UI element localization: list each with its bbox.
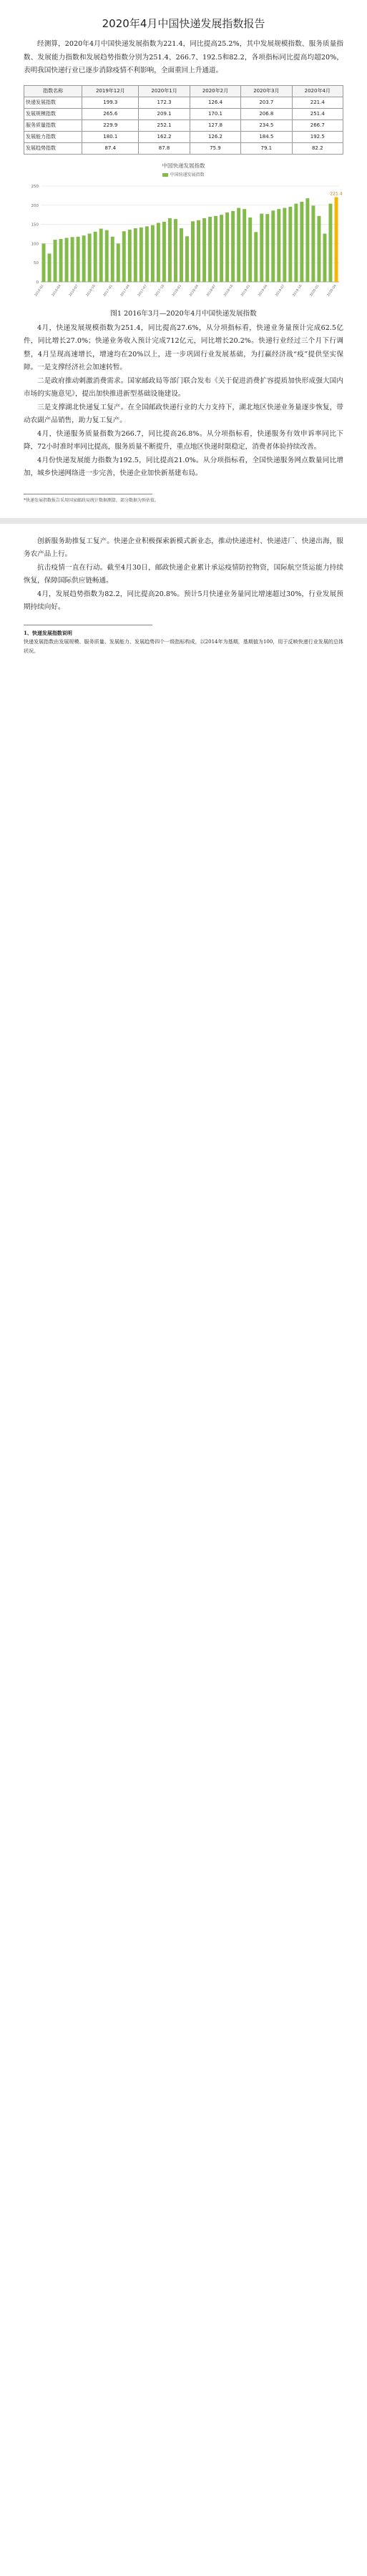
bar [243, 209, 246, 282]
bar [151, 225, 155, 281]
table-cell: 170.1 [190, 108, 240, 119]
page-title: 2020年4月中国快递发展指数报告 [102, 17, 265, 30]
bar [59, 238, 63, 281]
table-cell: 126.2 [190, 131, 240, 142]
table-cell: 79.1 [241, 142, 292, 154]
table-cell: 221.4 [292, 97, 343, 108]
bar [317, 215, 320, 281]
y-tick-label: 200 [31, 203, 39, 208]
bar [145, 226, 149, 282]
table-row [24, 108, 343, 119]
table-header-row [24, 85, 343, 97]
notes-section [24, 628, 343, 656]
x-tick-label: 2016-01 [34, 283, 45, 298]
bar [208, 216, 212, 281]
bar [174, 219, 177, 282]
bar [168, 218, 172, 282]
bar [117, 243, 120, 282]
x-tick-label: 2017-07 [137, 283, 148, 298]
x-tick-label: 2017-01 [102, 283, 114, 298]
bar [157, 223, 160, 282]
table-cell: 服务质量指数 [24, 119, 82, 131]
x-tick-label: 2020-04 [326, 283, 338, 298]
bar [48, 253, 52, 282]
page-break [0, 518, 367, 524]
bar [323, 233, 326, 282]
bar [71, 237, 74, 282]
bar [305, 198, 309, 282]
y-tick-label: 0 [36, 280, 39, 285]
bar [180, 228, 183, 281]
bar [42, 243, 46, 282]
table-cell: 252.1 [139, 119, 190, 131]
table-cell: 192.5 [292, 131, 343, 142]
index-table [24, 85, 343, 155]
bar [162, 221, 166, 281]
bar [311, 205, 315, 282]
bar [277, 209, 280, 282]
x-tick-label: 2019-10 [292, 283, 303, 298]
y-tick-label: 100 [31, 241, 39, 246]
table-row [24, 97, 343, 108]
legend-label: 中国快递发展指数 [170, 172, 205, 177]
report-content [0, 0, 367, 656]
table-cell: 发展能力指数 [24, 131, 82, 142]
x-tick-label: 2018-07 [206, 283, 217, 298]
chart-legend [24, 171, 343, 177]
bar [231, 210, 235, 281]
scale-paragraph-2: 二是政府推动刺激消费需求。国家邮政局等部门联合发布《关于促进消费扩容提质加快形成强大国内市场的实施意见》，提出加快推进新型基础设施建设。 [24, 376, 343, 398]
bar [220, 215, 223, 282]
table-cell: 229.9 [82, 119, 139, 131]
table-cell: 180.1 [82, 131, 139, 142]
x-tick-label: 2018-10 [223, 283, 235, 298]
table-cell: 162.2 [139, 131, 190, 142]
x-tick-label: 2016-04 [51, 283, 62, 298]
capability-paragraph: 4月份快递发展能力指数为192.5，同比提高21.0%。从分项指标看，全国快递服务网点数量同比增加，城乡快递网络进一步完善，快递企业加快新基建布局。 [24, 456, 343, 477]
table-cell: 82.2 [292, 142, 343, 154]
table-header-cell: 2020年1月 [139, 85, 190, 97]
bar [128, 230, 132, 282]
table-row [24, 142, 343, 154]
bar [111, 236, 114, 281]
x-tick-label: 2017-10 [155, 283, 166, 298]
table-cell: 87.4 [82, 142, 139, 154]
legend-swatch [162, 173, 168, 177]
table-cell: 266.7 [292, 119, 343, 131]
bar [99, 228, 103, 282]
bar [271, 210, 275, 282]
bar [283, 208, 286, 281]
bar [214, 215, 217, 281]
notes-heading: 1、快递发展指数说明 [24, 629, 72, 636]
intro-paragraph: 经测算，2020年4月中国快递发展指数为221.4，同比提高25.2%，其中发展规模指数、服务质量指数、发展能力指数和发展趋势指数分别为251.4、266.7、192.5和82.2，各项指标同比提高均超20%，表明我国快递行业已逐步消除疫情不利影响，全面重回上升通道。 [24, 40, 343, 74]
bar [225, 212, 229, 281]
bar [191, 221, 195, 282]
trend-paragraph: 4月，发展趋势指数为82.2，同比提高20.8%。预计5月快递业务量同比增速超过30%，行业发展预期持续向好。 [24, 590, 343, 611]
bar [202, 218, 206, 282]
data-label: 221.4 [330, 191, 343, 197]
figure-caption: 图1 2016年3月—2020年4月中国快递发展指数 [110, 309, 257, 318]
scale-paragraph-1: 4月，快递发展规模指数为251.4，同比提高27.6%，从分项指标看，快递业务量预计完成62.5亿件，同比增长27.0%；快递业务收入预计完成712亿元，同比增长20.2%。快递行业经过三个月下行调整，4月呈现高速增长，增速均在20%以上，进一步巩固行业发展基础，为打赢经济战“疫”提供坚实保障。一是支撑经济社会加速转暂。 [24, 323, 343, 371]
table-cell: 199.3 [82, 97, 139, 108]
x-tick-label: 2019-01 [240, 283, 252, 298]
y-tick-label: 150 [31, 223, 39, 228]
table-row [24, 131, 343, 142]
bar [248, 217, 252, 281]
table-row [24, 119, 343, 131]
index-chart [24, 162, 343, 303]
table-cell: 184.5 [241, 131, 292, 142]
bar [237, 208, 240, 281]
bar [88, 233, 92, 282]
bar [288, 206, 292, 281]
table-cell: 126.4 [190, 97, 240, 108]
bar [65, 238, 69, 282]
table-cell: 87.8 [139, 142, 190, 154]
table-cell: 发展规模指数 [24, 108, 82, 119]
x-tick-label: 2018-01 [172, 283, 183, 298]
table-cell: 75.9 [190, 142, 240, 154]
table-header-cell: 2020年4月 [292, 85, 343, 97]
table-header-cell: 2020年3月 [241, 85, 292, 97]
bar [94, 231, 97, 281]
x-tick-label: 2016-10 [85, 283, 97, 298]
x-tick-label: 2016-07 [68, 283, 79, 298]
innovation-paragraph: 创新服务助推复工复产。快递企业积极探索新模式新业态，推动快递进村、快递进厂、快递出海，服务农产品上行。 [24, 537, 343, 558]
bar [335, 197, 338, 281]
table-cell: 206.8 [241, 108, 292, 119]
x-tick-label: 2019-04 [258, 283, 269, 298]
bar [140, 227, 143, 281]
scale-paragraph-3: 三是支撑湖北快递复工复产。在全国邮政快递行业的大力支持下，湖北地区快递业务量逐步恢复，带动农副产品销售，助力复工复产。 [24, 403, 343, 424]
y-tick-label: 250 [31, 184, 39, 189]
bar [265, 214, 269, 282]
bar [328, 203, 332, 281]
bar [197, 220, 200, 281]
chart-title: 中国快递发展指数 [162, 162, 205, 169]
table-cell: 快递发展指数 [24, 97, 82, 108]
table-header-cell: 2020年2月 [190, 85, 240, 97]
table-cell: 172.3 [139, 97, 190, 108]
x-tick-label: 2019-07 [275, 283, 286, 298]
table-cell: 209.1 [139, 108, 190, 119]
x-tick-label: 2018-04 [189, 283, 200, 298]
quality-paragraph: 4月，快递服务质量指数为266.7，同比提高26.8%。从分项指标看，快递服务有效申诉率同比下降，72小时准时率同比提高，服务质量不断提升，重点地区快递时限稳定，消费者体验持续改善。 [24, 429, 343, 451]
bar [54, 240, 57, 282]
bar [254, 232, 258, 282]
table-header-cell: 2019年12月 [82, 85, 139, 97]
notes-body: 快递发展指数由发展规模、服务质量、发展能力、发展趋势四个一级指标构成，以2014年为基期，基期值为100，用于反映快递行业发展的总体状况。 [24, 638, 343, 654]
chart-canvas [24, 179, 343, 301]
legend-item [162, 171, 204, 177]
table-cell: 发展趋势指数 [24, 142, 82, 154]
table-cell: 234.5 [241, 119, 292, 131]
bar [105, 230, 109, 281]
bar [82, 235, 86, 282]
overseas-paragraph: 抗击疫情一直在行动。截至4月30日，邮政快递企业累计承运疫情防控物资，国际航空货运能力持续恢复，保障国际供应链畅通。 [24, 563, 343, 585]
table-header-cell: 指数名称 [24, 85, 82, 97]
x-tick-label: 2017-04 [120, 283, 131, 298]
y-tick-label: 50 [34, 260, 39, 265]
bar [185, 236, 189, 282]
footnote: *快递发展指数报告采用国家邮政局统计数据测算，部分数据为预估值。 [24, 497, 160, 503]
table-cell: 203.7 [241, 97, 292, 108]
table-cell: 265.6 [82, 108, 139, 119]
table-cell: 251.4 [292, 108, 343, 119]
table-cell: 127.8 [190, 119, 240, 131]
bar [260, 213, 263, 281]
bar [294, 203, 298, 281]
bar [77, 236, 80, 281]
bar [122, 231, 126, 282]
bar [134, 228, 137, 281]
bar [300, 201, 303, 281]
x-tick-label: 2020-01 [309, 283, 320, 298]
